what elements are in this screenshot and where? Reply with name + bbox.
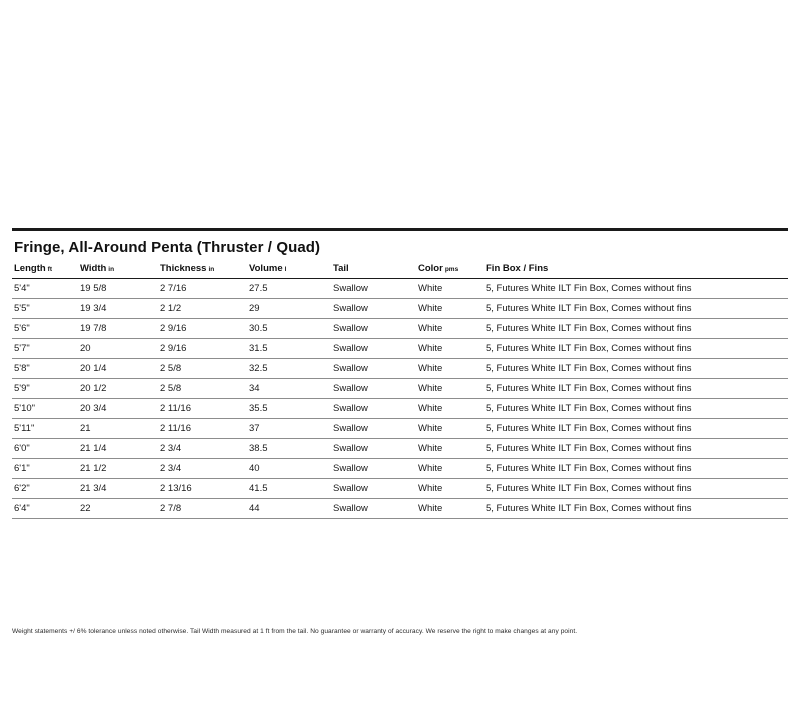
table-cell: Swallow (331, 339, 416, 359)
column-header-width (78, 262, 158, 279)
table-row (12, 399, 788, 419)
table-cell: 5, Futures White ILT Fin Box, Comes without fins (484, 359, 788, 379)
table-cell: 35.5 (247, 399, 331, 419)
table-cell: 2 5/8 (158, 379, 247, 399)
column-header-label: Fin Box / Fins (486, 263, 549, 274)
table-cell: Swallow (331, 459, 416, 479)
table-cell: 2 9/16 (158, 339, 247, 359)
table-cell: White (416, 399, 484, 419)
table-header-row (12, 262, 788, 279)
table-cell: 19 3/4 (78, 299, 158, 319)
table-cell: 5, Futures White ILT Fin Box, Comes without fins (484, 479, 788, 499)
table-cell: 5, Futures White ILT Fin Box, Comes without fins (484, 319, 788, 339)
table-cell: 5, Futures White ILT Fin Box, Comes without fins (484, 339, 788, 359)
table-row (12, 359, 788, 379)
table-cell: 34 (247, 379, 331, 399)
table-cell: 6'0" (12, 439, 78, 459)
table-cell: 27.5 (247, 279, 331, 299)
table-cell: Swallow (331, 299, 416, 319)
column-header-thickness (158, 262, 247, 279)
specs-table (12, 262, 788, 519)
table-cell: 40 (247, 459, 331, 479)
table-cell: Swallow (331, 499, 416, 519)
table-row (12, 479, 788, 499)
column-header-label: Length (14, 263, 46, 274)
column-header-label: Volume (249, 263, 283, 274)
table-cell: 2 13/16 (158, 479, 247, 499)
table-cell: White (416, 279, 484, 299)
spec-table-block (12, 228, 788, 519)
table-cell: 5, Futures White ILT Fin Box, Comes without fins (484, 379, 788, 399)
table-cell: 6'2" (12, 479, 78, 499)
table-cell: 21 1/2 (78, 459, 158, 479)
column-header-unit: in (208, 266, 215, 273)
column-header-color (416, 262, 484, 279)
table-cell: White (416, 499, 484, 519)
table-cell: 5, Futures White ILT Fin Box, Comes without fins (484, 399, 788, 419)
table-cell: 21 (78, 419, 158, 439)
table-cell: 20 1/4 (78, 359, 158, 379)
table-cell: 20 1/2 (78, 379, 158, 399)
table-cell: 44 (247, 499, 331, 519)
table-cell: White (416, 419, 484, 439)
table-cell: 5, Futures White ILT Fin Box, Comes without fins (484, 439, 788, 459)
table-cell: 6'4" (12, 499, 78, 519)
table-cell: 5'10" (12, 399, 78, 419)
table-cell: 2 7/8 (158, 499, 247, 519)
table-cell: 20 (78, 339, 158, 359)
column-header-label: Tail (333, 263, 349, 274)
table-cell: 21 3/4 (78, 479, 158, 499)
table-cell: White (416, 339, 484, 359)
table-cell: Swallow (331, 279, 416, 299)
table-cell: White (416, 479, 484, 499)
table-cell: 5'4" (12, 279, 78, 299)
table-cell: 37 (247, 419, 331, 439)
column-header-unit: ft (47, 266, 53, 273)
column-header-unit: in (108, 266, 115, 273)
column-header-label: Thickness (160, 263, 207, 274)
table-cell: 32.5 (247, 359, 331, 379)
column-header-unit: l (284, 266, 287, 273)
table-cell: 5'11" (12, 419, 78, 439)
column-header-unit: pms (444, 266, 459, 273)
table-cell: 31.5 (247, 339, 331, 359)
table-row (12, 379, 788, 399)
table-cell: 5, Futures White ILT Fin Box, Comes without fins (484, 279, 788, 299)
table-cell: 5, Futures White ILT Fin Box, Comes without fins (484, 299, 788, 319)
table-cell: White (416, 299, 484, 319)
table-row (12, 339, 788, 359)
table-cell: Swallow (331, 479, 416, 499)
table-cell: 5'6" (12, 319, 78, 339)
table-cell: 29 (247, 299, 331, 319)
page-title: Fringe, All-Around Penta (Thruster / Quad) (14, 239, 321, 256)
column-header-label: Width (80, 263, 107, 274)
table-cell: White (416, 439, 484, 459)
table-cell: 2 5/8 (158, 359, 247, 379)
table-cell: 5'7" (12, 339, 78, 359)
table-cell: 30.5 (247, 319, 331, 339)
table-cell: 6'1" (12, 459, 78, 479)
table-cell: 5'8" (12, 359, 78, 379)
table-cell: Swallow (331, 399, 416, 419)
column-header-tail (331, 262, 416, 279)
table-cell: 22 (78, 499, 158, 519)
table-cell: 21 1/4 (78, 439, 158, 459)
column-header-length (12, 262, 78, 279)
column-header-volume (247, 262, 331, 279)
table-cell: White (416, 319, 484, 339)
table-row (12, 459, 788, 479)
table-cell: Swallow (331, 439, 416, 459)
table-cell: 5, Futures White ILT Fin Box, Comes without fins (484, 419, 788, 439)
table-cell: 5'5" (12, 299, 78, 319)
table-cell: White (416, 459, 484, 479)
table-cell: Swallow (331, 359, 416, 379)
column-header-label: Color (418, 263, 443, 274)
table-cell: White (416, 359, 484, 379)
table-cell: 38.5 (247, 439, 331, 459)
table-cell: Swallow (331, 419, 416, 439)
table-cell: 41.5 (247, 479, 331, 499)
table-cell: 19 7/8 (78, 319, 158, 339)
table-cell: 2 9/16 (158, 319, 247, 339)
table-row (12, 319, 788, 339)
disclaimer-text: Weight statements +/ 6% tolerance unless noted otherwise. Tail Width measured at 1 ft from the tail. No guarantee or warranty of accuracy. We reserve the right to make changes at any point. (12, 628, 578, 635)
table-row (12, 419, 788, 439)
table-cell: 2 1/2 (158, 299, 247, 319)
table-cell: 19 5/8 (78, 279, 158, 299)
table-cell: 2 11/16 (158, 419, 247, 439)
table-row (12, 299, 788, 319)
column-header-fin-box-fins (484, 262, 788, 279)
table-cell: Swallow (331, 379, 416, 399)
table-cell: 5'9" (12, 379, 78, 399)
table-cell: 2 3/4 (158, 439, 247, 459)
table-cell: 5, Futures White ILT Fin Box, Comes without fins (484, 499, 788, 519)
table-cell: 5, Futures White ILT Fin Box, Comes without fins (484, 459, 788, 479)
table-cell: 2 7/16 (158, 279, 247, 299)
table-cell: 20 3/4 (78, 399, 158, 419)
table-row (12, 499, 788, 519)
table-row (12, 279, 788, 299)
table-cell: Swallow (331, 319, 416, 339)
table-cell: 2 3/4 (158, 459, 247, 479)
table-row (12, 439, 788, 459)
table-cell: White (416, 379, 484, 399)
table-cell: 2 11/16 (158, 399, 247, 419)
